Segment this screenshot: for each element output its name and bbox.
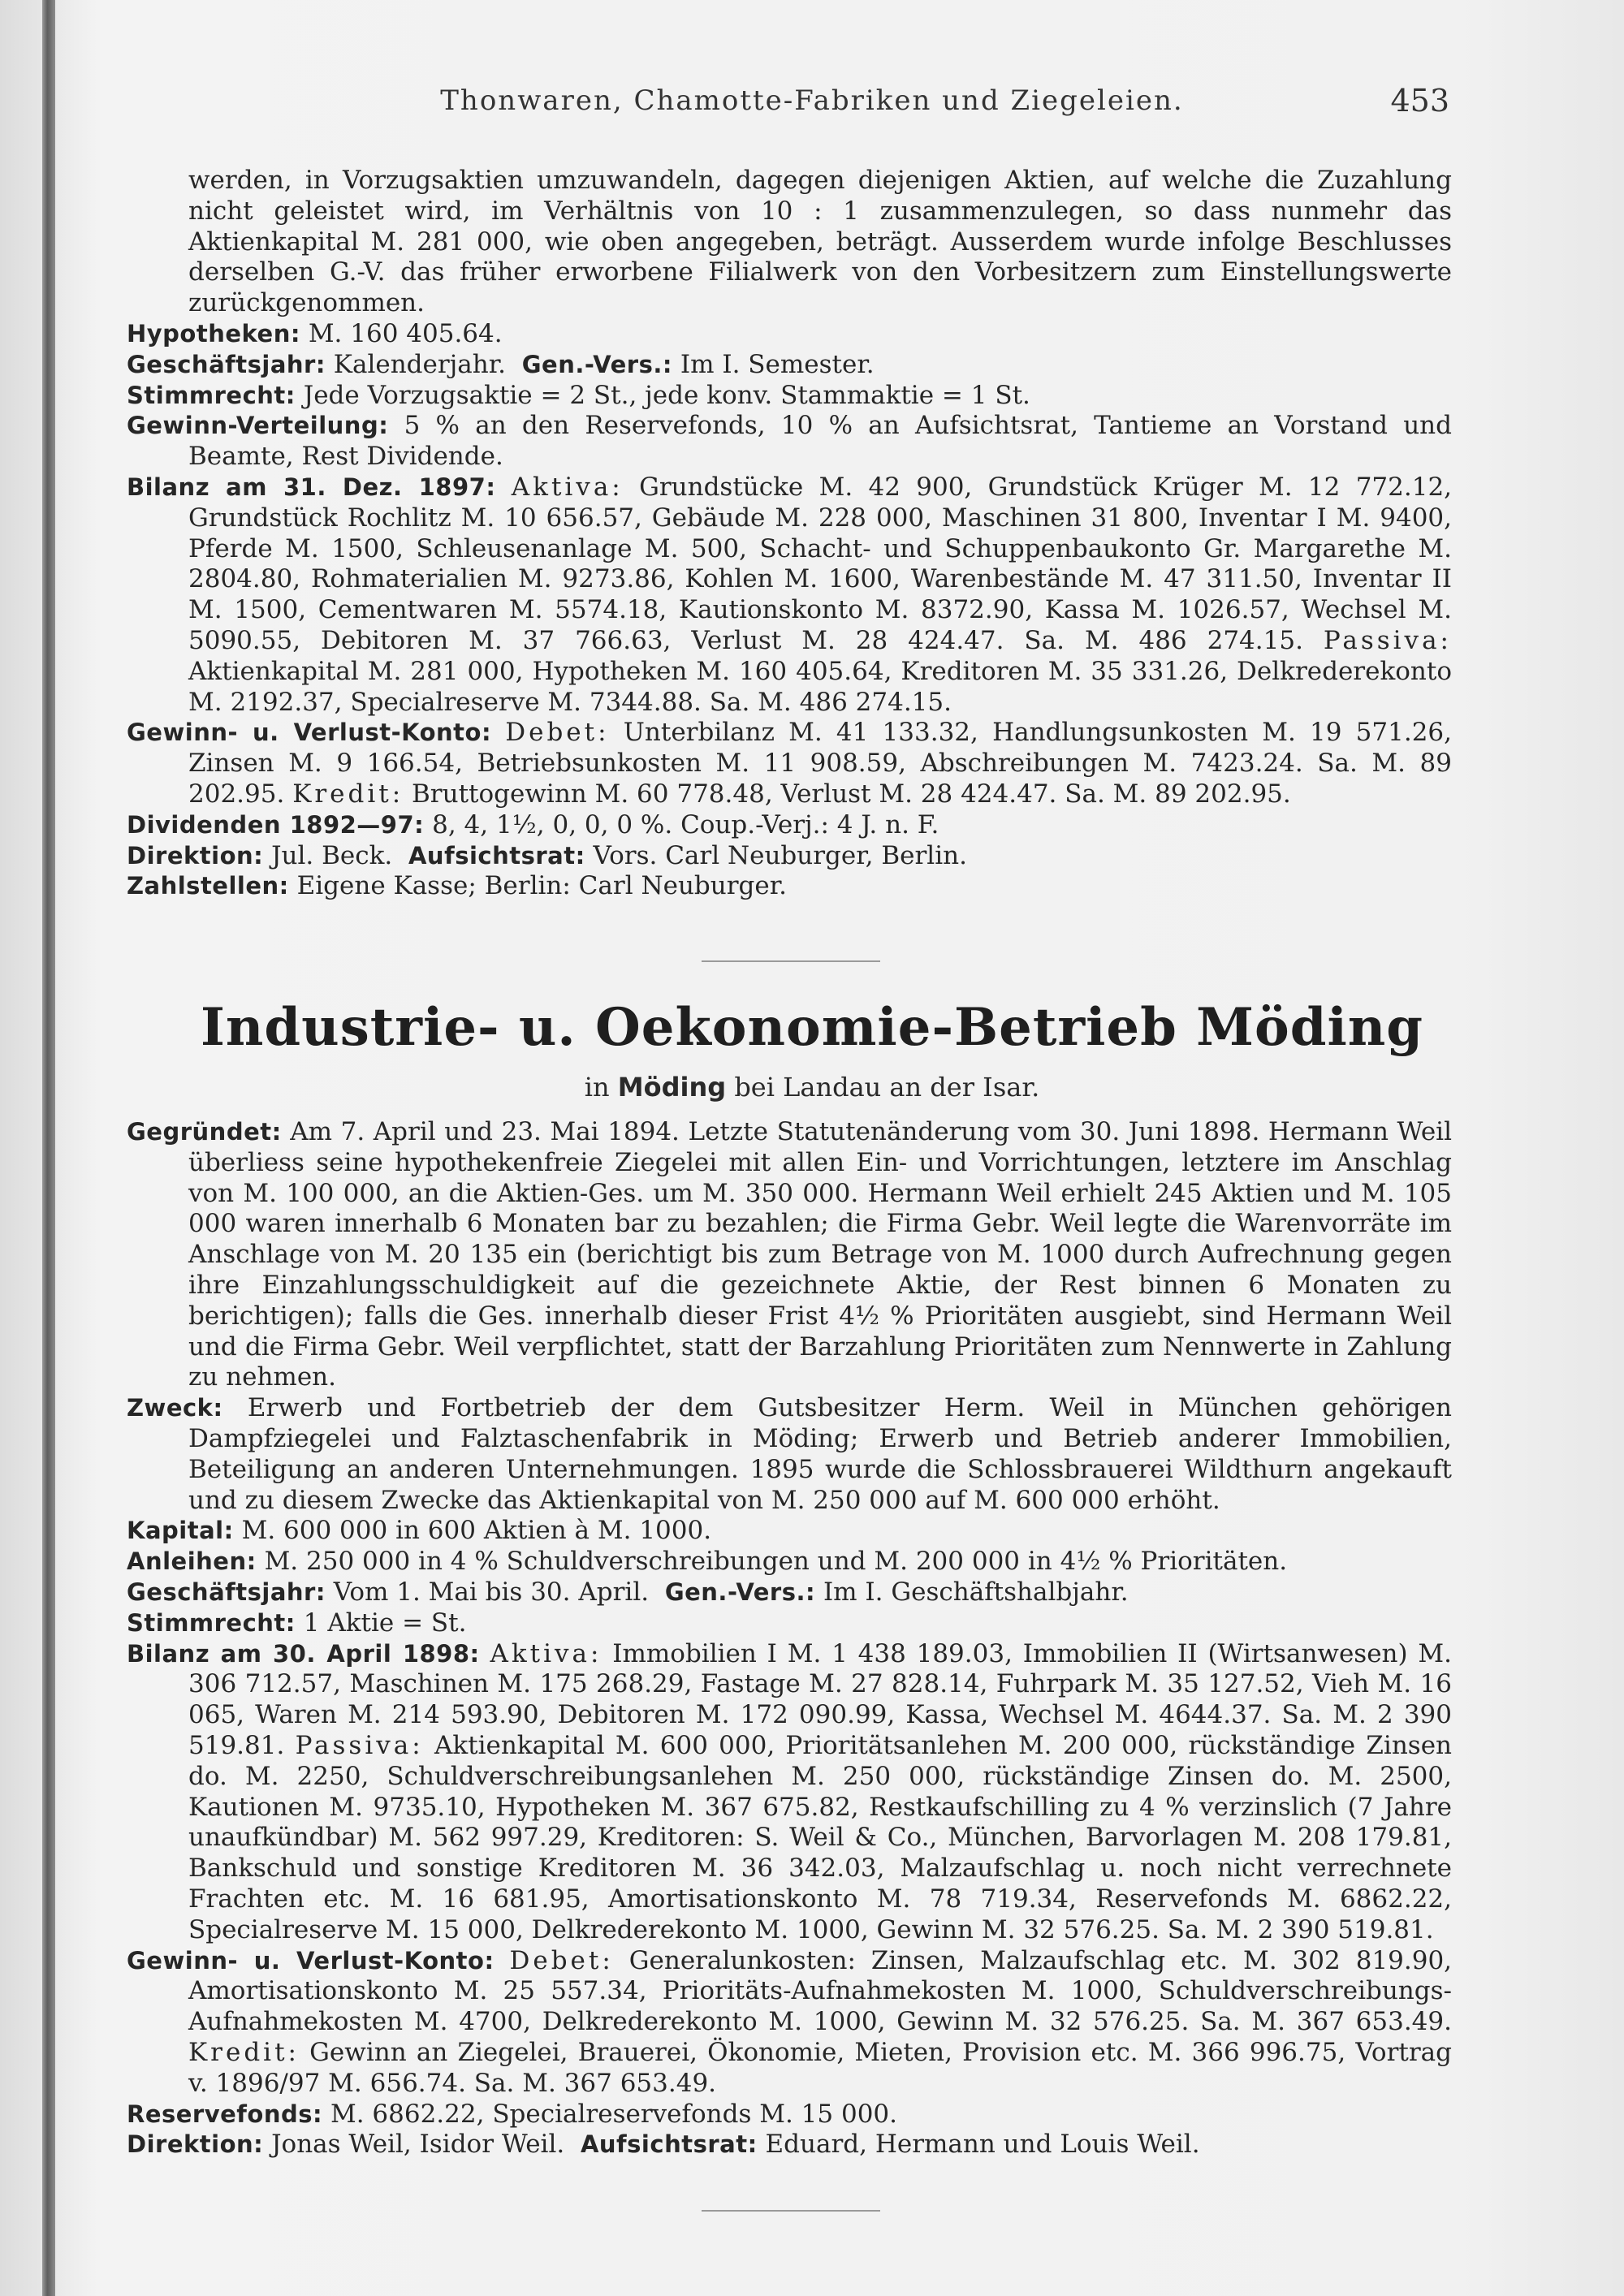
field-label: Zahlstellen:: [127, 872, 289, 900]
field-text: Eigene Kasse; Berlin: Carl Neuburger.: [296, 871, 787, 901]
passiva-label: Passiva:: [1323, 625, 1452, 655]
field-label: Aufsichtsrat:: [408, 841, 585, 870]
section-divider: [702, 960, 880, 962]
entry-gewinn-verlust: [127, 1946, 1452, 2100]
entry-anleihen: [127, 1547, 1452, 1577]
debet-label: Debet:: [505, 718, 610, 748]
field-label: Aufsichtsrat:: [580, 2130, 758, 2159]
entry-zahlstellen: [127, 871, 1452, 902]
entry-hypotheken: [127, 319, 1452, 350]
entry-bilanz: [127, 473, 1452, 718]
subtitle-prefix: in: [584, 1072, 610, 1103]
entry-zweck: [127, 1393, 1452, 1516]
debet-label: Debet:: [509, 1945, 614, 1975]
field-label: Gen.-Vers.:: [664, 1577, 816, 1606]
entry-kapital: [127, 1516, 1452, 1547]
field-text: 8, 4, 1½, 0, 0, 0 %. Coup.-Verj.: 4 J. n. F.: [432, 809, 939, 839]
field-label: Gewinn- u. Verlust-Konto:: [127, 1946, 495, 1974]
field-label: Direktion:: [127, 841, 264, 870]
field-label: Gewinn-Verteilung:: [127, 412, 389, 440]
field-text: 1 Aktie = St.: [303, 1608, 467, 1638]
field-text: Im I. Semester.: [680, 349, 875, 379]
company-title: Industrie- u. Oekonomie-Betrieb Möding: [200, 997, 1424, 1058]
continuation-paragraph: werden, in Vorzugsaktien umzuwandeln, dagegen diejenigen Aktien, auf welche die Zuzahlung nicht geleistet wird, im Verhältnis von 10 : 1 zusammenzulegen, so dass nunmehr das Aktienkapital M. 281 000, wie oben angegeben, beträgt. Ausserdem wurde infolge Beschlusses derselben G.-V. das früher erworbene Filialwerk von den Vorbesitzern zum Einstellungswerte zurückgenommen.: [188, 166, 1452, 318]
passiva-label: Passiva:: [295, 1730, 424, 1760]
field-label: Dividenden 1892—97:: [127, 810, 425, 839]
passiva-text: Aktienkapital M. 600 000, Prioritätsanlehen M. 200 000, rückständige Zinsen do. M. 2250, Schuldverschreibungsanlehen M. 250 000, rückständige Zinsen do. M. 2500, Kautionen M. 9735.10, Hypotheken M. 367 675.82, Restkaufschilling zu 4 % verzinslich (7 Jahre unaufkündbar) M. 562 997.29, Kreditoren: S. Weil & Co., München, Barvorlagen M. 208 179.81, Bankschuld und sonstige Kreditoren M. 36 342.03, Malzaufschlag u. noch nicht verrechnete Frachten etc. M. 16 681.95, Amortisationskonto M. 78 719.34, Reservefonds M. 6862.22, Specialreserve M. 15 000, Delkrederekonto M. 1000, Gewinn M. 32 576.25. Sa. M. 2 390 519.81.: [188, 1730, 1453, 1944]
field-text: Kalenderjahr.: [333, 349, 506, 379]
field-label: Hypotheken:: [127, 319, 300, 347]
field-text: Vors. Carl Neuburger, Berlin.: [593, 840, 967, 870]
field-label: Bilanz am 30. April 1898:: [127, 1639, 480, 1668]
field-label: Gen.-Vers.:: [521, 350, 672, 378]
running-head: Thonwaren, Chamotte-Fabriken und Ziegeleien.: [440, 84, 1184, 117]
book-binding-edge: [42, 0, 55, 2296]
entry-stimmrecht: [127, 381, 1452, 412]
aktiva-text: Grundstücke M. 42 900, Grundstück Krüger M. 12 772.12, Grundstück Rochlitz M. 10 656.57, Gebäude M. 228 000, Maschinen 31 800, Inventar I M. 9400, Pferde M. 1500, Schleusenanlage M. 500, Schacht- und Schuppenbaukonto Gr. Margarethe M. 2804.80, Rohmaterialien M. 9273.86, Kohlen M. 1600, Warenbestände M. 47 311.50, Inventar II M. 1500, Cementwaren M. 5574.18, Kautionskonto M. 8372.90, Kassa M. 1026.57, Wechsel M. 5090.55, Debitoren M. 37 766.63, Verlust M. 28 424.47. Sa. M. 486 274.15.: [188, 472, 1453, 655]
page-number: 453: [1390, 83, 1449, 119]
field-label: Anleihen:: [127, 1547, 257, 1576]
field-text: Erwerb und Fortbetrieb der dem Gutsbesitzer Herm. Weil in München gehörigen Dampfziegelei und Falztaschenfabrik in Möding; Erwerb und Betrieb anderer Immobilien, Beteiligung an anderen Unternehmungen. 1895 wurde die Schlossbrauerei Wildthurn angekauft und zu diesem Zwecke das Aktienkapital von M. 250 000 auf M. 600 000 erhöht.: [188, 1393, 1452, 1515]
field-text: Im I. Geschäftshalbjahr.: [823, 1577, 1129, 1607]
entry-bilanz: [127, 1639, 1452, 1946]
entry-direktion: [127, 841, 1452, 872]
field-label: Geschäftsjahr:: [127, 350, 326, 378]
field-label: Kapital:: [127, 1517, 234, 1545]
field-label: Stimmrecht:: [127, 381, 296, 409]
entry-dividenden: [127, 810, 1452, 841]
previous-company-entry: [127, 166, 1452, 902]
kredit-text: Bruttogewinn M. 60 778.48, Verlust M. 28 424.47. Sa. M. 89 202.95.: [412, 779, 1291, 809]
field-text: M. 250 000 in 4 % Schuldverschreibungen und M. 200 000 in 4½ % Prioritäten.: [264, 1547, 1288, 1577]
aktiva-text: Immobilien I M. 1 438 189.03, Immobilien II (Wirtsanwesen) M. 306 712.57, Maschinen M. 175 268.29, Fastage M. 27 828.14, Fuhrpark M. 35 127.52, Vieh M. 16 065, Waren M. 214 593.90, Debitoren M. 172 090.99, Kassa, Wechsel M. 4644.37. Sa. M. 2 390 519.81.: [188, 1638, 1453, 1760]
aktiva-label: Aktiva:: [511, 472, 624, 502]
field-label: Gewinn- u. Verlust-Konto:: [127, 719, 492, 747]
field-label: Zweck:: [127, 1394, 223, 1422]
section-divider-bottom: [702, 2210, 880, 2212]
aktiva-label: Aktiva:: [490, 1638, 603, 1668]
debet-text: Generalunkosten: Zinsen, Malzaufschlag etc. M. 302 819.90, Amortisationskonto M. 25 557.34, Prioritäts-Aufnahmekosten M. 1000, Schuldverschreibungs-Aufnahmekosten M. 4700, Delkrederekonto M. 1000, Gewinn M. 32 576.25. Sa. M. 367 653.49.: [188, 1945, 1453, 2037]
debet-text: Unterbilanz M. 41 133.32, Handlungsunkosten M. 19 571.26, Zinsen M. 9 166.54, Betriebsunkosten M. 11 908.59, Abschreibungen M. 7423.24. Sa. M. 89 202.95.: [188, 718, 1453, 809]
field-text: Am 7. April und 23. Mai 1894. Letzte Statutenänderung vom 30. Juni 1898. Hermann Weil überliess seine hypothekenfreie Ziegelei mit allen Ein- und Vorrichtungen, letztere im Anschlag von M. 100 000, an die Aktien-Ges. um M. 350 000. Hermann Weil erhielt 245 Aktien und M. 105 000 waren innerhalb 6 Monaten bar zu bezahlen; die Firma Gebr. Weil legte die Warenvorräte im Anschlage von M. 20 135 ein (berichtigt bis zum Betrage von M. 1000 durch Aufrechnung gegen ihre Einzahlungsschuldigkeit auf die gezeichnete Aktie, der Rest binnen 6 Monaten zu berichtigen); falls die Ges. innerhalb dieser Frist 4½ % Prioritäten ausgiebt, sind Hermann Weil und die Firma Gebr. Weil verpflichtet, statt der Barzahlung Prioritäten zum Nennwerte in Zahlung zu nehmen.: [188, 1117, 1453, 1392]
entry-direktion: [127, 2130, 1452, 2160]
passiva-text: Aktienkapital M. 281 000, Hypotheken M. 160 405.64, Kreditoren M. 35 331.26, Delkrederekonto M. 2192.37, Specialreserve M. 7344.88. Sa. M. 486 274.15.: [188, 656, 1452, 717]
field-text: Eduard, Hermann und Louis Weil.: [765, 2130, 1200, 2160]
field-text: M. 6862.22, Specialreservefonds M. 15 000.: [330, 2099, 897, 2129]
entry-reservefonds: [127, 2100, 1452, 2130]
field-label: Geschäftsjahr:: [127, 1577, 326, 1606]
entry-gewinn-verteilung: [127, 411, 1452, 473]
field-text: Vom 1. Mai bis 30. April.: [333, 1577, 650, 1607]
entry-geschaeftsjahr: [127, 350, 1452, 381]
field-label: Bilanz am 31. Dez. 1897:: [127, 473, 496, 501]
entry-stimmrecht: [127, 1608, 1452, 1639]
field-label: Direktion:: [127, 2130, 264, 2159]
company-entry: [127, 1117, 1452, 2160]
subtitle-town: Möding: [617, 1072, 727, 1103]
field-label: Gegründet:: [127, 1118, 282, 1146]
field-label: Reservefonds:: [127, 2100, 323, 2128]
field-text: M. 160 405.64.: [308, 318, 503, 348]
field-text: Jul. Beck.: [271, 840, 393, 870]
field-text: M. 600 000 in 600 Aktien à M. 1000.: [241, 1516, 712, 1546]
kredit-label: Kredit:: [292, 779, 404, 809]
field-text: 5 % an den Reservefonds, 10 % an Aufsichtsrat, Tantieme an Vorstand und Beamte, Rest Dividende.: [188, 411, 1452, 472]
field-text: Jede Vorzugsaktie = 2 St., jede konv. Stammaktie = 1 St.: [303, 380, 1030, 410]
field-text: Jonas Weil, Isidor Weil.: [271, 2130, 565, 2160]
kredit-text: Gewinn an Ziegelei, Brauerei, Ökonomie, Mieten, Provision etc. M. 366 996.75, Vortrag v. 1896/97 M. 656.74. Sa. M. 367 653.49.: [188, 2037, 1452, 2098]
kredit-label: Kredit:: [188, 2037, 300, 2067]
entry-geschaeftsjahr: [127, 1577, 1452, 1608]
company-subtitle: [0, 1072, 1624, 1103]
entry-gegruendet: [127, 1117, 1452, 1393]
entry-gewinn-verlust: [127, 718, 1452, 809]
subtitle-suffix: bei Landau an der Isar.: [734, 1072, 1040, 1103]
field-label: Stimmrecht:: [127, 1608, 296, 1637]
